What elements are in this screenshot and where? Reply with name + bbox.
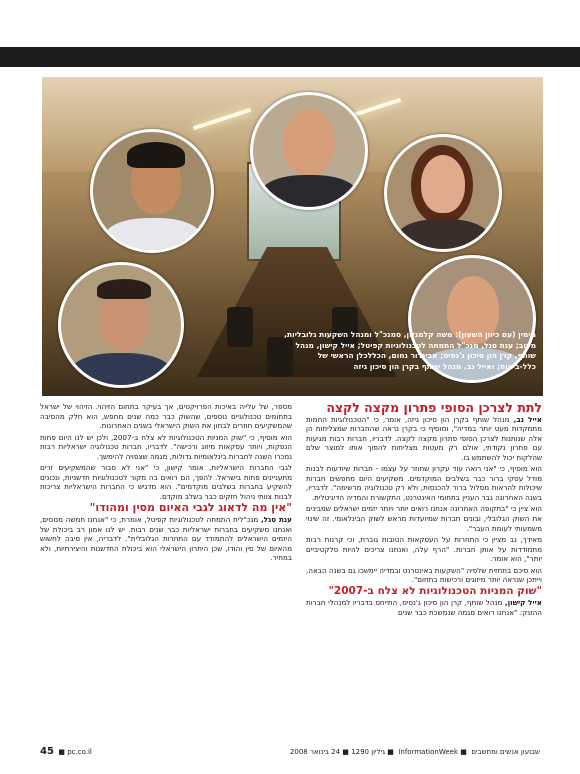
paragraph: הוא סיכם בתחזית שלפיה "השקעות באינטרנט ובמדיה יימשכו גם בשנה הבאה, וייתכן שנראה יותר מיזוגים ורכישות בתחום". bbox=[306, 565, 542, 585]
paragraph bbox=[306, 598, 542, 617]
photo-caption: מימין (עם כיוון השעון): משה קלמנזון, סמנכ"ל ומנהל השקעות גלובליות, מיטב; ענת סגל, מנכ"ל התמחה לטכנולוגיות קפיטל; אייל קישון, מנהל שותף, קרן הון סיכון ג'נסיס; אביגדור נחום, הכללכלן הראשי של כלל-ביטוח; ואייל נב, מנהל שותף בקרן הון סיכון גיזה bbox=[284, 330, 536, 371]
paragraph: הוא ציין כי "בתקופה האחרונה אנחנו רואים יותר ויותר יזמים ישראלים שמבינים את השוק הגלובלי, ובונים חברות שמיועדות מראש לשוק הבינלאומי. זה שינוי משמעותי לעומת העבר". bbox=[306, 504, 542, 533]
page-number: 45 bbox=[40, 746, 54, 757]
photo-chair bbox=[227, 307, 253, 347]
portrait-top-center bbox=[250, 92, 368, 210]
portrait-top-left bbox=[90, 129, 214, 253]
magazine-section: שבועון אנשים ומחשבים bbox=[471, 747, 540, 756]
paragraph-text: מנהל שותף, קרן הון סיכון ג'נסיס, התייחס בדבריו למנהלי חברות ההזנק: "אנחנו רואים מגמה שנמשכת כבר שנים bbox=[306, 598, 542, 617]
paragraph: מספר, של עלייה באיכות הפרויקטים, אך בעיקר בתחום הזיהוי. הזיהוי של ישראל בתחומים טכנולוגיים נוספים, שהשוק כבר כמה שנים מחפש, הוא חלק מהסיבה שהמשקיעים חוזרים לבחון את השוק הישראלי בשנים האחרונות. bbox=[40, 402, 292, 431]
paragraph bbox=[40, 515, 292, 563]
paragraph-text: מנהל שותף בקרן הון סיכון גיזה, אומר, כי "הטכנולוגיות החמות מתמקדות מעט יותר במדיה", ומוסיף כי בקרן נראה שהחברות שמצליחות הן אלה שנותנות לצרכן הסופי פתרון מקצה לקצה. לדבריו, חברות רבות מגיעות עם פתרון נקודתי, אולם רק מעטות מצליחות להפוך אותו למוצר שלם שהלקוח יכול להשתמש בו. bbox=[306, 414, 542, 462]
section-heading: "שוק המניות הטכנולוגיות לא צלח ב-2007" bbox=[328, 584, 542, 597]
speaker-name: ענת סגל, bbox=[260, 515, 292, 525]
footer-left: 45 ■ pc.co.il bbox=[40, 746, 92, 757]
site-url: pc.co.il bbox=[67, 748, 92, 756]
article-column-left-side bbox=[40, 402, 292, 565]
magazine-name: InformationWeek bbox=[398, 747, 459, 756]
paragraph: הוא מוסיף, כי "שוק המניות הטכנולוגיות לא צלח ב-2007, ולכן יש לנו היום פחות הנפקות, ויותר עסקאות מיזוג ורכישה". לדבריו, חברות טכנולוגיה ישראליות רבות נמכרו השנה לחברות בינלאומיות גדולות, מגמה שצפויה להימשך. bbox=[40, 432, 293, 461]
portrait-top-right bbox=[384, 134, 502, 252]
top-bar bbox=[0, 47, 580, 67]
paragraph-text: מנכ"לית התמחה לטכנולוגיות קפיטל, אומרת, כי "אנחנו חמשה מנוסים, ואנחנו משקיעים בחברות ישראליות כבר שנים רבות. יש לנו אמון רב ביכולת של היזמים הישראלים להתמודד עם התחרות הגלובלית". לדבריה, אין סיבה לחשוש מהאיום של סין והודו, שכן היתרון הישראלי הוא ביכולת החדשנות והיצירתיות, ולא במחיר. bbox=[40, 515, 292, 563]
photo-lamp bbox=[193, 108, 251, 130]
paragraph: לגבי החברות הישראליות, אומר קישון, כי "אני לא סבור שהמשקיעים זרים מתעניינים פחות בישראל. להפך, הם רואים בה מקור לטכנולוגיות חדשניות, ונכונים להשקיע בחברות בשלבים מוקדמים". הוא מדגיש כי החברות הישראליות צריכות לבנות צוותי ניהול חזקים כבר בשלב מוקדם. bbox=[40, 463, 292, 501]
section-heading: לתת לצרכן הסופי פתרון מקצה לקצה bbox=[326, 400, 542, 415]
paragraph: הוא מוסיף, כי "אני רואה עוד עקרון שחוזר על עצמו - חברות שיודעות לבנות מודל עסקי ברור כבר בשלבים המוקדמים. משקיעים היום מחפשים חברות שיכולות להראות מסלול ברור להכנסות, ולא רק טכנולוגיה מרשימה". לדבריו, בשנה האחרונה גבר העניין בתחומי האינטרנט, התקשורת והמדיה הדיגיטלית. bbox=[306, 464, 542, 502]
page-footer bbox=[40, 746, 540, 757]
article-column-right-side bbox=[306, 402, 542, 619]
portrait-bottom-left bbox=[58, 262, 184, 388]
issue-info: גיליון 1290 ■ 24 בינואר 2008 bbox=[289, 747, 386, 756]
section-heading: "אין מה לדאוג לגבי האיום מסין ומהודו" bbox=[89, 501, 292, 515]
speaker-name: אייל נב, bbox=[513, 414, 542, 424]
paragraph: מאידך, נב מציין כי התחרות על העסקאות הטובות גוברת, וכי קרנות רבות מתמודדות על אותן חברות. "הרף עלה, ואנחנו צריכים להיות סלקטיביים יותר", הוא אומר. bbox=[306, 535, 542, 564]
paragraph bbox=[306, 415, 542, 463]
group-photo bbox=[42, 77, 543, 396]
speaker-name: אייל קישון, bbox=[504, 598, 542, 608]
footer-right: שבועון אנשים ומחשבים ■ InformationWeek ■ גיליון 1290 ■ 24 בינואר 2008 bbox=[289, 747, 540, 756]
